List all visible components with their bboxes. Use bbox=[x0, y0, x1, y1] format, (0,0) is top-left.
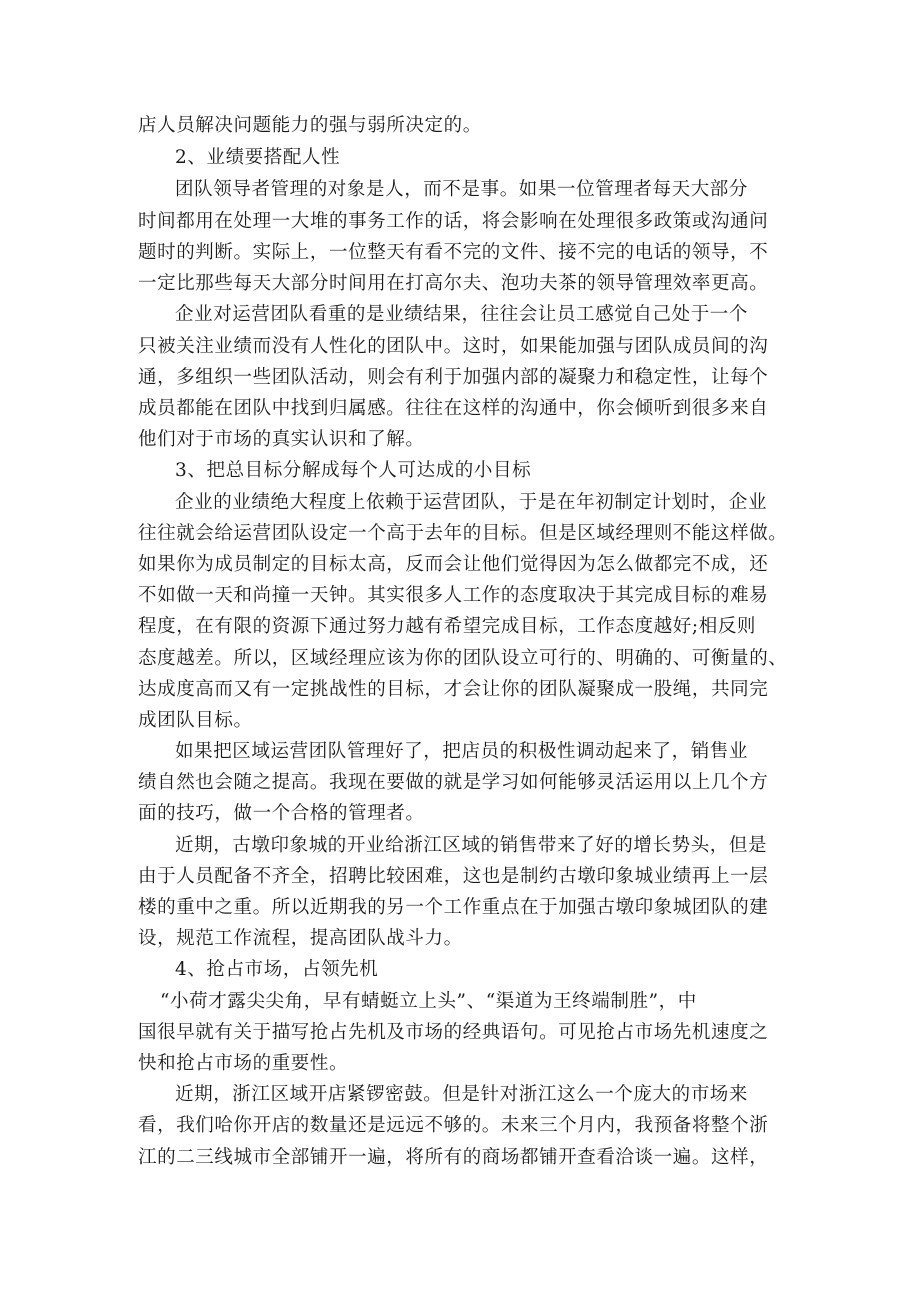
text-line: 态度越差。所以，区域经理应该为你的团队设立可行的、明确的、可衡量的、 bbox=[138, 648, 788, 669]
text-line: 如果把区域运营团队管理好了，把店员的积极性调动起来了，销售业 bbox=[175, 741, 749, 762]
text-line: 企业的业绩绝大程度上依赖于运营团队，于是在年初制定计划时，企业 bbox=[175, 492, 768, 513]
text-line: 往往就会给运营团队设定一个高于去年的目标。但是区域经理则不能这样做。 bbox=[138, 523, 788, 544]
text-line: 近期，古墩印象城的开业给浙江区域的销售带来了好的增长势头，但是 bbox=[175, 835, 768, 856]
text-line: 团队领导者管理的对象是人，而不是事。如果一位管理者每天大部分 bbox=[175, 179, 749, 200]
text-line: 企业对运营团队看重的是业绩结果，往往会让员工感觉自己处于一个 bbox=[175, 304, 749, 325]
text-line: 如果你为成员制定的目标太高，反而会让他们觉得因为怎么做都完不成，还 bbox=[138, 554, 769, 575]
text-line: 成员都能在团队中找到归属感。往往在这样的沟通中，你会倾听到很多来自 bbox=[138, 398, 769, 419]
text-line: 绩自然也会随之提高。我现在要做的就是学习如何能够灵活运用以上几个方 bbox=[138, 772, 769, 793]
text-line: “小荷才露尖尖角，早有蜻蜓立上头”、“渠道为王终端制胜”，中 bbox=[160, 991, 697, 1012]
text-line: 店人员解决问题能力的强与弱所决定的。 bbox=[138, 115, 482, 136]
text-line: 一定比那些每天大部分时间用在打高尔夫、泡功夫茶的领导管理效率更高。 bbox=[138, 273, 769, 294]
section-heading: 3、把总目标分解成每个人可达成的小目标 bbox=[175, 460, 532, 481]
text-line: 由于人员配备不齐全，招聘比较困难，这也是制约古墩印象城业绩再上一层 bbox=[138, 866, 769, 887]
text-line: 国很早就有关于描写抢占先机及市场的经典语句。可见抢占市场先机速度之 bbox=[138, 1022, 769, 1043]
section-heading: 4、抢占市场，占领先机 bbox=[175, 959, 379, 980]
text-line: 只被关注业绩而没有人性化的团队中。这时，如果能加强与团队成员间的沟 bbox=[138, 336, 769, 357]
text-line: 程度，在有限的资源下通过努力越有希望完成目标，工作态度越好;相反则 bbox=[138, 616, 757, 637]
text-line: 快和抢占市场的重要性。 bbox=[138, 1053, 349, 1074]
text-line: 成团队目标。 bbox=[138, 710, 253, 731]
text-line: 江的二三线城市全部铺开一遍，将所有的商场都铺开查看洽谈一遍。这样， bbox=[138, 1147, 769, 1168]
text-line: 楼的重中之重。所以近期我的另一个工作重点在于加强古墩印象城团队的建 bbox=[138, 897, 769, 918]
text-line: 近期，浙江区域开店紧锣密鼓。但是针对浙江这么一个庞大的市场来 bbox=[175, 1084, 749, 1105]
section-heading: 2、业绩要搭配人性 bbox=[175, 147, 341, 168]
text-line: 达成度高而又有一定挑战性的目标，才会让你的团队凝聚成一股绳，共同完 bbox=[138, 679, 769, 700]
text-line: 他们对于市场的真实认识和了解。 bbox=[138, 429, 425, 450]
text-line: 时间都用在处理一大堆的事务工作的话，将会影响在处理很多政策或沟通问 bbox=[138, 211, 769, 232]
text-line: 面的技巧，做一个合格的管理者。 bbox=[138, 803, 425, 824]
text-line: 看，我们哈你开店的数量还是远远不够的。未来三个月内，我预备将整个浙 bbox=[138, 1115, 769, 1136]
text-line: 设，规范工作流程，提高团队战斗力。 bbox=[138, 928, 463, 949]
text-line: 不如做一天和尚撞一天钟。其实很多人工作的态度取决于其完成目标的难易 bbox=[138, 585, 769, 606]
text-line: 通，多组织一些团队活动，则会有利于加强内部的凝聚力和稳定性，让每个 bbox=[138, 367, 769, 388]
text-line: 题时的判断。实际上，一位整天有看不完的文件、接不完的电话的领导，不 bbox=[138, 242, 769, 263]
